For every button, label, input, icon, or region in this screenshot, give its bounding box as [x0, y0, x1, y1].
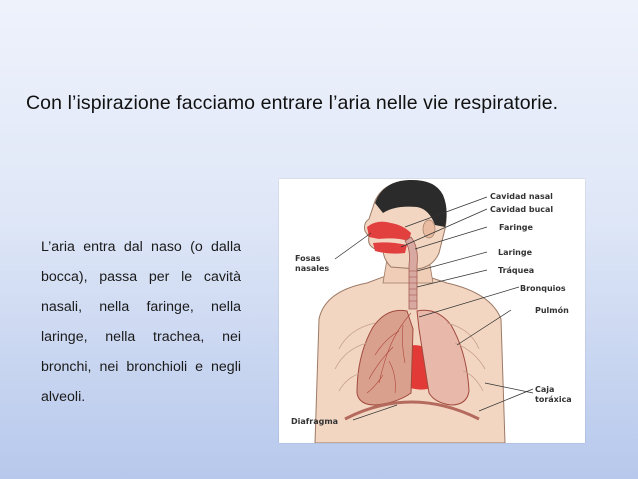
ear-shape: [423, 220, 435, 238]
label-cavidad-bucal: Cavidad bucal: [490, 205, 554, 214]
respiratory-system-illustration: [279, 179, 585, 443]
label-bronquios: Bronquios: [520, 284, 566, 293]
label-diafragma: Diafragma: [291, 417, 339, 426]
label-caja-line2: toráxica: [535, 395, 572, 404]
label-fosas-line1: Fosas: [295, 254, 321, 263]
label-pulmon: Pulmón: [535, 306, 569, 315]
label-faringe: Faringe: [499, 223, 533, 232]
label-traquea: Tráquea: [498, 266, 535, 275]
label-laringe: Laringe: [498, 248, 533, 257]
anatomy-drawing: [279, 179, 585, 443]
body-paragraph: L’aria entra dal naso (o dalla bocca), passa per le cavità nasali, nella faringe, nella laringe, nella trachea, nei bronchi, nei bronchioli e negli alveoli.: [41, 239, 241, 405]
label-cavidad-nasal: Cavidad nasal: [490, 192, 553, 201]
oral-cavity: [373, 242, 407, 253]
slide-heading: Con l’ispirazione facciamo entrare l’aria nelle vie respiratorie.: [26, 92, 559, 114]
label-fosas-line2: nasales: [295, 264, 330, 273]
label-caja-line1: Caja: [535, 385, 555, 394]
